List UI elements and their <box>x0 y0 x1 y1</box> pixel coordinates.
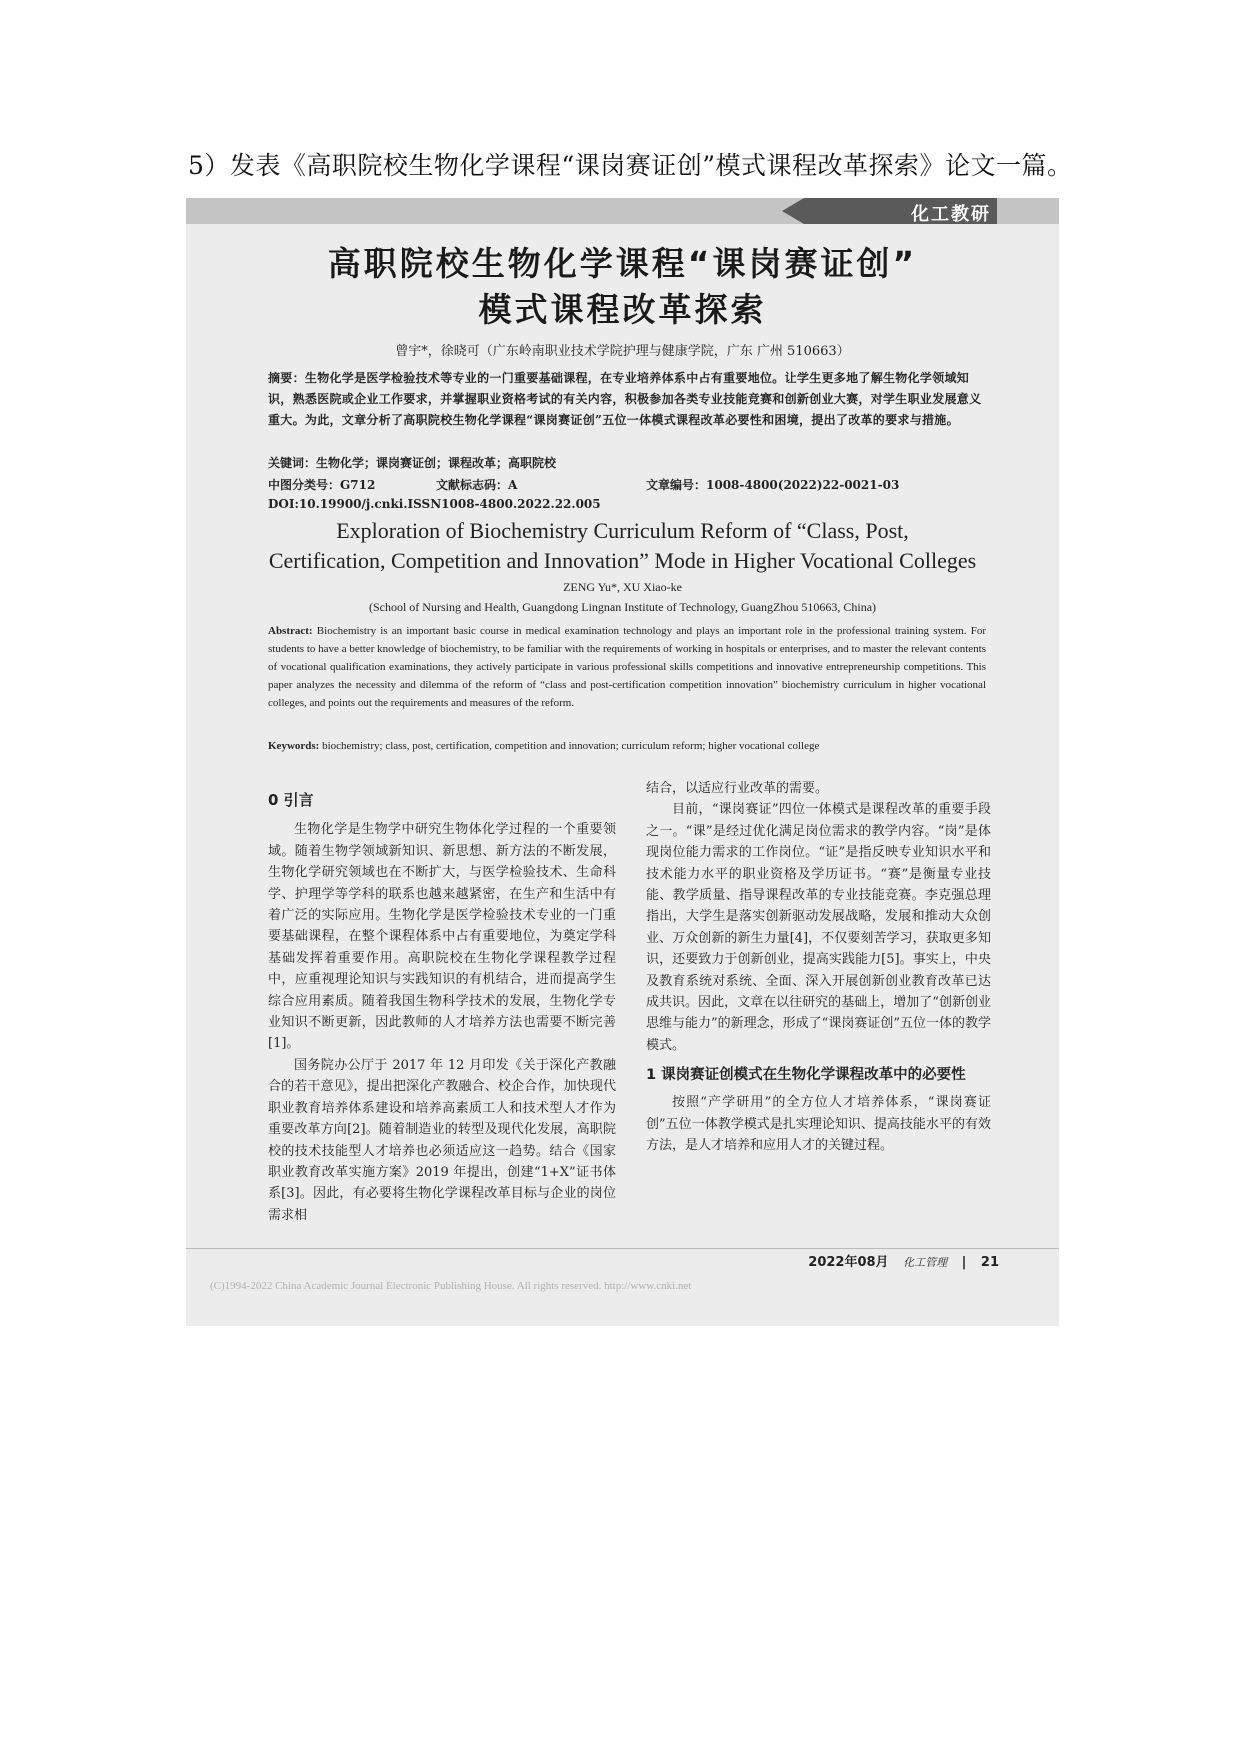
page-footer <box>808 1251 999 1270</box>
title-en <box>186 516 1059 576</box>
page-number: 21 <box>980 1255 999 1270</box>
footer-journal: 化工管理 <box>903 1256 948 1269</box>
copyright-line: (C)1994-2022 China Academic Journal Electronic Publishing House. All rights reserved. http://www.cnki.net <box>210 1280 692 1292</box>
clc-number: 中图分类号：G712 <box>268 478 376 492</box>
left-column <box>268 790 616 1226</box>
affiliation-en: (School of Nursing and Health, Guangdong Lingnan Institute of Technology, GuangZhou 510663, China) <box>368 600 877 614</box>
authors-en: ZENG Yu*, XU Xiao-ke <box>563 580 682 594</box>
keywords-en-text: biochemistry; class, post, certification, competition and innovation; curriculum reform; higher vocational college <box>322 740 820 752</box>
doi: DOI:10.19900/j.cnki.ISSN1008-4800.2022.22.005 <box>268 497 601 511</box>
document-caption: 5）发表《高职院校生物化学课程“课岗赛证创”模式课程改革探索》论文一篇。 <box>188 151 1073 180</box>
section-label: 化工教研 <box>911 204 991 225</box>
abstract-en-label: Abstract: <box>268 625 313 637</box>
abstract-en <box>268 622 986 712</box>
document-code: 文献标志码：A <box>436 478 518 492</box>
footer-date: 2022年08月 <box>808 1255 889 1270</box>
footer-separator: | <box>961 1255 967 1270</box>
section1-heading: 1 课岗赛证创模式在生物化学课程改革中的必要性 <box>646 1067 966 1084</box>
title-cn-line2: 模式课程改革探索 <box>478 290 767 329</box>
abstract-cn: 摘要：生物化学是医学检验技术等专业的一门重要基础课程，在专业培养体系中占有重要地位。让学生更多地了解生物化学领域知识，熟悉医院或企业工作要求，并掌握职业资格考试的有关内容，积极参加各类专业技能竞赛和创新创业大赛，对学生职业发展意义重大。为此，文章分析了高职院校生物化学课程“课岗赛证创”五位一体模式课程改革必要性和困境，提出了改革的要求与措施。 <box>268 371 982 427</box>
keywords-en-label: Keywords: <box>268 740 320 752</box>
right-column <box>646 778 991 1157</box>
title-en-line1: Exploration of Biochemistry Curriculum Reform of “Class, Post, <box>336 518 909 543</box>
paragraph-model: 目前，“课岗赛证”四位一体模式是课程改革的重要手段之一。“课”是经过优化满足岗位需求的教学内容。“岗”是体现岗位能力需求的工作岗位。“证”是指反映专业知识水平和技术能力水平的职业资格及学历证书。“赛”是衡量专业技能、教学质量、指导课程改革的专业技能竞赛。李克强总理指出，大学生是落实创新驱动发展战略，发展和推动大众创业、万众创新的新生力量[4]，不仅要刻苦学习，获取更多知识，还要致力于创新创业，提高实践能力[5]。事实上，中央及教育系统对系统、全面、深入开展创新创业教育改革已达成共识。因此，文章在以往研究的基础上，增加了“创新创业思维与能力”的新理念，形成了“课岗赛证创”五位一体的教学模式。 <box>646 802 991 1053</box>
paragraph-necessity: 按照“产学研用”的全方位人才培养体系，“课岗赛证创”五位一体教学模式是扎实理论知识、提高技能水平的有效方法，是人才培养和应用人才的关键过程。 <box>646 1095 991 1154</box>
article-number: 文章编号：1008-4800(2022)22-0021-03 <box>646 478 900 492</box>
authors-cn: 曾宇*，徐晓可（广东岭南职业技术学院护理与健康学院，广东 广州 510663） <box>395 344 850 359</box>
paragraph-intro-1: 生物化学是生物学中研究生物体化学过程的一个重要领域。随着生物学领域新知识、新思想、新方法的不断发展，生物化学研究领域也在不断扩大，与医学检验技术、生命科学、护理学等学科的联系也越来越紧密，在生产和生活中有着广泛的实际应用。生物化学是医学检验技术专业的一门重要基础课程，在整个课程体系中占有重要地位，为奠定学科基础发挥着重要作用。高职院校在生物化学课程教学过程中，应重视理论知识与实践知识的有机结合，进而提高学生综合应用素质。随着我国生物科学技术的发展，生物化学专业知识不断更新，因此教师的人才培养方法也需要不断完善[1]。 <box>268 822 616 1052</box>
footer-rule <box>186 1248 1059 1249</box>
keywords-cn: 关键词：生物化学；课岗赛证创；课程改革；高职院校 <box>268 456 557 470</box>
keywords-en <box>268 740 986 752</box>
title-cn-line1: 高职院校生物化学课程“课岗赛证创” <box>327 244 918 283</box>
paragraph-continued: 结合，以适应行业改革的需要。 <box>646 781 829 796</box>
section0-heading: 0 引言 <box>268 791 314 809</box>
abstract-en-text: Biochemistry is an important basic course in medical examination technology and plays an important role in the professional training system. For students to have a better knowledge of biochemistry, to be familiar with the requirements of working in hospitals or enterprises, and to master the relevant contents of vocational qualification examinations, they actively participate in various professional skills competitions and innovative entrepreneurship competitions. This paper analyzes the necessity and dilemma of the reform of “class and post-certification competition innovation” biochemistry curriculum in higher vocational colleges, and points out the requirements and measures of the reform. <box>268 625 987 709</box>
paragraph-intro-2: 国务院办公厅于 2017 年 12 月印发《关于深化产教融合的若干意见》，提出把深化产教融合、校企合作，加快现代职业教育培养体系建设和培养高素质工人和技术型人才作为重要改革方向[2]。随着制造业的转型及现代化发展，高职院校的技术技能型人才培养也必须适应这一趋势。结合《国家职业教育改革实施方案》2019 年提出，创建“1+X”证书体系[3]。因此，有必要将生物化学课程改革目标与企业的岗位需求相 <box>268 1057 616 1223</box>
article-scan <box>186 198 1059 1326</box>
title-en-line2: Certification, Competition and Innovation” Mode in Higher Vocational Colleges <box>268 548 977 573</box>
